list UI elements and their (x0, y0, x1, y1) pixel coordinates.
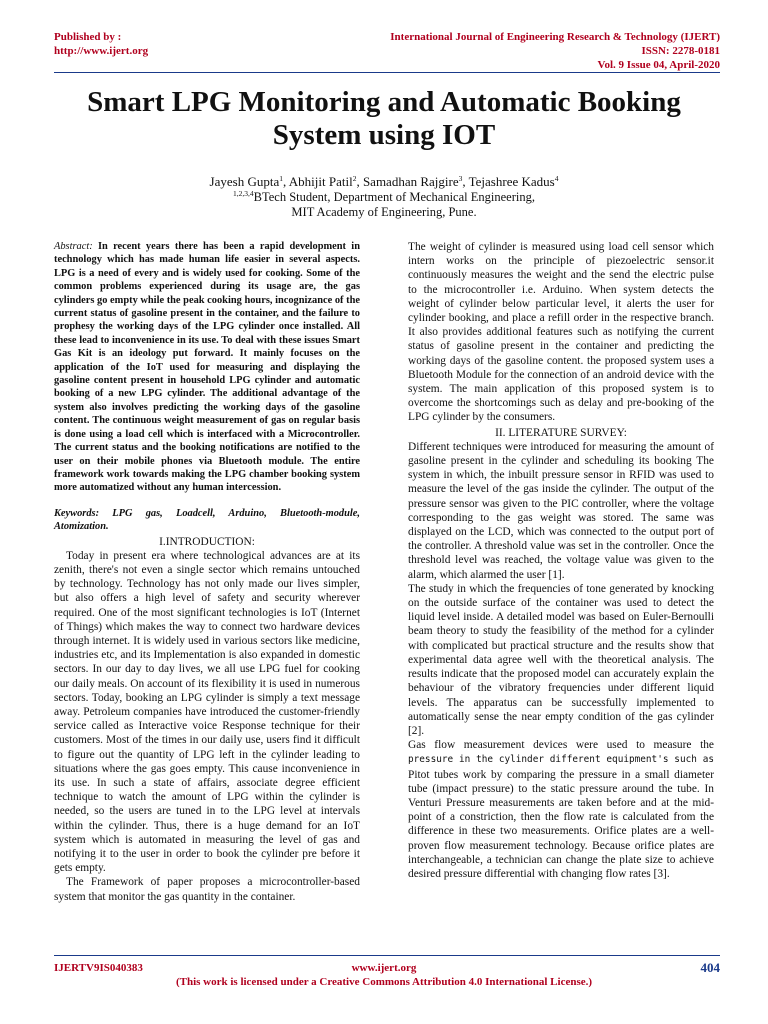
keywords: Keywords: LPG gas, Loadcell, Arduino, Bluetooth-module, Atomization. (54, 507, 360, 533)
journal-block (390, 30, 720, 72)
paper-title: Smart LPG Monitoring and Automatic Booking System using IOT (87, 86, 681, 151)
right-column (408, 240, 714, 881)
publisher-block (54, 30, 148, 58)
journal-name: International Journal of Engineering Research & Technology (IJERT) (390, 31, 720, 43)
author-sup: 4 (554, 174, 559, 183)
section-heading-literature-survey: II. LITERATURE SURVEY: (495, 426, 627, 439)
section-heading-introduction: I.INTRODUCTION: (159, 535, 255, 548)
published-by-label: Published by : (54, 31, 122, 43)
author-sup: 1 (279, 174, 283, 183)
body-paragraph: The weight of cylinder is measured using load cell sensor which intern works on the principle of piezoelectric sensor.it continuously measures the weight and the send the electric pulse to the microcontroller i.e. Arduino. When system detects the weight of cylinder below particular level, it alerts the user for cylinder booking, and place a refill order in the respective branch. It also provides additional features such as notifying the current status of gasoline present in the container and predicting the working days of the gasoline content. the proposed system uses a Bluetooth Module for the connection of an android device with the system. The main application of this proposed system is to overcome the shortcomings such as delay and pre-booking of the LPG cylinder by the consumers. (408, 241, 714, 424)
abstract-label: Abstract: (54, 241, 93, 252)
header-divider (54, 72, 720, 73)
body-paragraph: Different techniques were introduced for measuring the amount of gasoline present in the cylinder and scheduling its booking The system in which, the inbuilt pressure sensor in RFID was used to measure the level of the gas inside the cylinder. The output of the pressure sensor was given to the PIC controller, where the voltage corresponding to the gas weight was stored. The same was displayed on the LCD, which was connected to the output port of the controller. A threshold value was set in the controller. Once the threshold level was reached, the voltage value was given to the alarm, which alarmed the user [1]. (408, 440, 714, 581)
author-list: Jayesh Gupta$^1$, Abhijit Patil$^2$, Samadhan Rajgire$^3$, Tejashree Kadus$^4$ (209, 174, 559, 189)
publisher-site-link[interactable]: http://www.ijert.org (54, 45, 149, 57)
abstract (54, 240, 360, 495)
affiliation-institute: MIT Academy of Engineering, Pune. (291, 205, 477, 219)
author-name: Tejashree Kadus (468, 174, 555, 189)
affiliation-line (40, 190, 728, 205)
author-name: Abhijit Patil (288, 174, 353, 189)
author-name: Samadhan Rajgire (362, 174, 459, 189)
body-paragraph: The study in which the frequencies of tone generated by knocking on the outside surface of the container was used to detect the liquid level inside. A detailed model was based on Euler-Bernoulli beam theory to study the feasibility of the method for a cylinder with complicated but practical structure and the results show that experimental data agree well with the theoretical analysis. The results indicate that the proposed model can accurately explain the behaviour of the vibratory frequencies under different liquid levels. The apparatus can be successfully implemented to automatically sense the near empty condition of the gas cylinder [2]. (408, 582, 714, 737)
paragraph-text: Pitot tubes work by comparing the pressure in a small diameter tube (impact pressure) to the static pressure around the tube. In Venturi Pressure measurements are taken before and at the mid-point of a constriction, then the flow rate is calculated from the difference in these two measurements. Orifice plates are a well-proven flow measurement technology. Because orifice plates are interchangeable, a technician can change the plate size to achieve desired pressure differential with changing flow rates [3]. (408, 768, 714, 880)
journal-issn: ISSN: 2278-0181 (641, 45, 720, 57)
author-sup: 3 (458, 174, 463, 183)
abstract-text: In recent years there has been a rapid development in technology which has made human life easier in several aspects. LPG is a need of every and is widely used for cooking. Some of the common problems experienced during its usage are, the gas cylinders go empty while the peak cooking hours, incognizance of the current status of gasoline present in the container, and the failure to prophesy the working days of the LPG cylinder once installed. All these lead to inconvenience in its use. To deal with these issues Smart Gas Kit is an ideology put forward. It mainly focuses on the application of the IoT used for measuring and displaying the gasoline content present in household LPG cylinder and automatic booking of a new LPG cylinder. The additional advantage of the system also involves predicting the working days of the gasoline content. The continuous weight measurement of gas on regular basis is done using a load cell which is interfaced with a Microcontroller. The current status and the booking notifications are notified to the user on their mobile phones via Bluetooth module. The entire framework work towards making the LPG chamber booking system more automatized without any human intercession. (54, 241, 360, 494)
intro-paragraph: The Framework of paper proposes a microcontroller-based system that monitor the gas quantity in the container. (54, 876, 360, 903)
affiliation-sup: 1,2,3,4 (233, 189, 254, 198)
author-sup: 2 (352, 174, 357, 183)
journal-volume: Vol. 9 Issue 04, April-2020 (597, 59, 720, 71)
paragraph-text-mono: pressure in the cylinder different equipment's such as (408, 754, 714, 766)
license-notice: (This work is licensed under a Creative Commons Attribution 4.0 International License.) (175, 976, 593, 988)
footer-site-link[interactable]: www.ijert.org (351, 962, 417, 974)
paragraph-text: Gas flow measurement devices were used to measure the (408, 739, 714, 752)
author-name: Jayesh Gupta (209, 174, 280, 189)
intro-paragraph: Today in present era where technological advances are at its zenith, there's not even a single sector which remains untouched by technology. Technology has not only made our lives simpler, but also offers a high level of safety and security wherever required. One of the most significant technologies is IoT (Internet of Things) which makes the way to connect two hardware devices through internet. It is widely used in various sectors like medicine, industries etc, and its Implementation is also expanded in domestic sectors. In our day to day lives, we all use LPG fuel for cooking our daily meals. On account of its flexibility it is used in numerous sectors. Today, booking an LPG cylinder is simply a text message away. Petroleum companies have introduced the customer-friendly service called as Interactive voice Response technique for their customers. Most of the times in our daily use, users find it difficult to figure out the quantity of LPG left in the cylinder leading to situations where the gas goes empty. This cause inconvenience in its use. In such a state of affairs, associate degree efficient technique to watch the amount of LPG within the cylinder is needed, so the users are tuned in to the LPG level at intervals within the cylinder. Thus, there is a huge demand for an IoT system which is automated in measuring the level of gas and notifying it to the user in order to book the cylinder pre before it gets empty. (54, 549, 360, 875)
footer-divider (54, 955, 720, 956)
affiliation-department: BTech Student, Department of Mechanical Engineering, (253, 190, 535, 204)
paper-id: IJERTV9IS040383 (54, 962, 143, 974)
left-column (54, 240, 360, 904)
page-number: 404 (700, 960, 720, 975)
body-paragraph (408, 738, 714, 881)
